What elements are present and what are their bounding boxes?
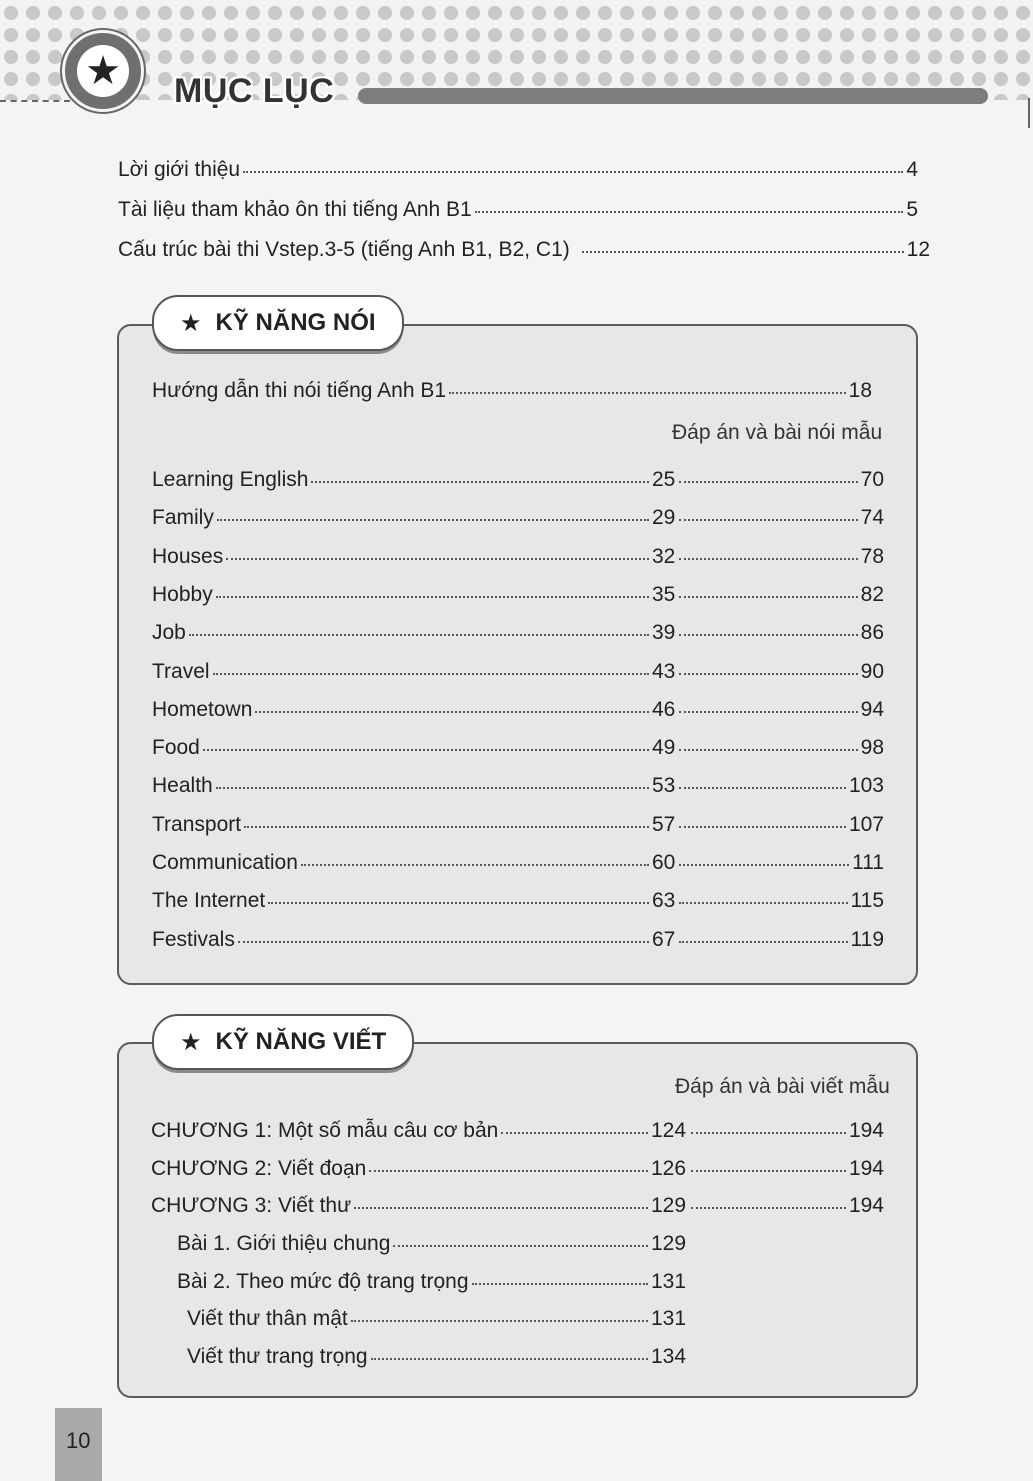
leader-dots (449, 392, 846, 394)
leader-dots (217, 519, 649, 521)
leader-dots (371, 1358, 648, 1360)
writing-heading-text: KỸ NĂNG VIẾT (215, 1028, 387, 1055)
toc-entry-answer-page: 70 (860, 468, 884, 491)
toc-entry-topic[interactable] (0, 467, 1033, 493)
toc-entry-subitem[interactable] (0, 1344, 1033, 1370)
toc-entry-chapter[interactable] (0, 1156, 1033, 1182)
leader-dots (691, 1170, 846, 1172)
toc-entry-label: Job (152, 621, 186, 645)
toc-entry-topic[interactable] (0, 697, 1033, 723)
toc-entry-page: 35 (652, 582, 676, 606)
leader-dots (475, 211, 904, 213)
toc-entry-page: 60 (652, 851, 676, 874)
toc-entry-topic[interactable] (0, 582, 1033, 608)
toc-entry-answer-page: 194 (848, 1194, 884, 1217)
toc-entry-page: 131 (651, 1307, 687, 1330)
leader-dots (679, 519, 858, 521)
leader-dots (226, 558, 649, 560)
speaking-heading-text: KỸ NĂNG NÓI (215, 309, 376, 336)
leader-dots (679, 864, 849, 866)
header-edge-line (1028, 98, 1030, 128)
toc-entry-subitem[interactable] (0, 1231, 1033, 1257)
toc-entry-speaking-guide[interactable] (152, 378, 872, 404)
toc-entry-page: 18 (848, 379, 872, 402)
toc-entry-label: Lời giới thiệu (118, 158, 241, 181)
writing-answer-header: Đáp án và bài viết mẫu (675, 1075, 890, 1098)
leader-dots (472, 1283, 649, 1285)
speaking-section-heading (152, 295, 404, 351)
toc-entry-page: 124 (651, 1119, 687, 1142)
star-icon: ★ (77, 45, 129, 97)
toc-entry-exam-structure[interactable] (118, 237, 930, 263)
toc-entry-topic[interactable] (0, 812, 1033, 838)
leader-dots (679, 673, 858, 675)
toc-entry-page: 63 (652, 889, 676, 913)
leader-dots (679, 826, 846, 828)
header-bar (358, 88, 988, 104)
leader-dots (238, 941, 649, 943)
toc-entry-answer-page: 103 (848, 774, 884, 798)
toc-entry-topic[interactable] (0, 620, 1033, 646)
toc-entry-page: 126 (651, 1156, 687, 1180)
toc-entry-answer-page: 86 (860, 621, 884, 645)
toc-entry-page: 67 (652, 927, 676, 951)
toc-entry-label: CHƯƠNG 3: Viết thư (151, 1194, 352, 1217)
toc-entry-topic[interactable] (0, 735, 1033, 761)
leader-dots (679, 749, 858, 751)
toc-entry-topic[interactable] (0, 659, 1033, 685)
toc-entry-answer-page: 194 (848, 1119, 884, 1142)
toc-entry-answer-page: 78 (860, 544, 884, 568)
leader-dots (691, 1132, 846, 1134)
toc-entry-page: 4 (906, 158, 918, 181)
toc-entry-answer-page: 90 (860, 659, 884, 683)
leader-dots (679, 481, 858, 483)
toc-entry-answer-page: 194 (848, 1156, 884, 1180)
toc-entry-page: 39 (652, 621, 676, 645)
leader-dots (679, 634, 858, 636)
leader-dots (679, 558, 858, 560)
leader-dots (301, 864, 649, 866)
toc-entry-topic[interactable] (0, 850, 1033, 876)
leader-dots (582, 251, 904, 253)
toc-entry-page: 49 (652, 736, 676, 760)
toc-entry-label: Viết thư trang trọng (187, 1344, 368, 1368)
toc-entry-topic[interactable] (0, 505, 1033, 531)
toc-entry-label: Communication (152, 851, 298, 874)
toc-entry-intro[interactable] (118, 157, 918, 183)
toc-entry-topic[interactable] (0, 888, 1033, 914)
toc-entry-label: Tài liệu tham khảo ôn thi tiếng Anh B1 (118, 198, 472, 221)
toc-entry-references[interactable] (118, 197, 918, 223)
toc-entry-page: 25 (652, 468, 676, 491)
leader-dots (268, 902, 649, 904)
leader-dots (679, 902, 848, 904)
toc-entry-label: CHƯƠNG 2: Viết đoạn (151, 1156, 367, 1180)
toc-entry-page: 43 (652, 659, 676, 683)
toc-entry-label: CHƯƠNG 1: Một số mẫu câu cơ bản (151, 1119, 499, 1142)
leader-dots (255, 711, 649, 713)
page-number: 10 (66, 1428, 91, 1453)
toc-entry-label: The Internet (152, 889, 266, 913)
toc-entry-page: 12 (906, 238, 930, 261)
toc-entry-page: 46 (652, 697, 676, 721)
toc-entry-answer-page: 74 (860, 506, 884, 530)
toc-entry-answer-page: 119 (850, 927, 884, 951)
writing-section-heading (152, 1014, 414, 1070)
toc-entry-page: 29 (652, 506, 676, 530)
toc-entry-answer-page: 82 (860, 582, 884, 606)
leader-dots (203, 749, 649, 751)
header-pattern (0, 0, 1033, 100)
toc-entry-subitem[interactable] (0, 1306, 1033, 1332)
toc-entry-page: 129 (651, 1194, 687, 1217)
leader-dots (311, 481, 649, 483)
toc-entry-label: Viết thư thân mật (187, 1307, 348, 1330)
toc-entry-chapter[interactable] (0, 1193, 1033, 1219)
toc-entry-page: 53 (652, 774, 676, 798)
leader-dots (351, 1320, 648, 1322)
leader-dots (243, 171, 903, 173)
leader-dots (244, 826, 649, 828)
toc-entry-answer-page: 107 (848, 812, 884, 836)
speaking-answer-header: Đáp án và bài nói mẫu (672, 421, 883, 444)
leader-dots (679, 941, 848, 943)
toc-entry-page: 134 (651, 1344, 687, 1368)
toc-entry-answer-page: 115 (850, 889, 884, 913)
leader-dots (189, 634, 649, 636)
leader-dots (679, 711, 858, 713)
leader-dots (501, 1132, 648, 1134)
toc-entry-label: Food (152, 736, 200, 760)
leader-dots (679, 596, 858, 598)
toc-entry-label: Family (152, 506, 214, 530)
toc-entry-label: Bài 2. Theo mức độ trang trọng (177, 1269, 469, 1293)
toc-entry-topic[interactable] (0, 544, 1033, 570)
toc-entry-page: 5 (906, 198, 918, 221)
toc-entry-label: Bài 1. Giới thiệu chung (177, 1232, 391, 1255)
toc-entry-page: 131 (651, 1269, 687, 1293)
title-badge (62, 30, 144, 112)
toc-entry-label: Transport (152, 812, 242, 836)
leader-dots (691, 1207, 846, 1209)
toc-entry-answer-page: 111 (852, 851, 884, 874)
toc-entry-label: Hobby (152, 582, 213, 606)
toc-entry-answer-page: 94 (860, 697, 884, 721)
leader-dots (354, 1207, 648, 1209)
toc-entry-label: Health (152, 774, 213, 798)
toc-entry-label: Festivals (152, 927, 235, 951)
leader-dots (216, 787, 649, 789)
toc-entry-page: 32 (652, 544, 676, 568)
toc-entry-chapter[interactable] (0, 1118, 1033, 1144)
page-title: MỤC LỤC (174, 72, 335, 110)
toc-entry-label: Hometown (152, 697, 253, 721)
toc-entry-label: Cấu trúc bài thi Vstep.3-5 (tiếng Anh B1, B2, C1) (118, 238, 570, 261)
toc-entry-topic[interactable] (0, 927, 1033, 953)
leader-dots (213, 673, 649, 675)
star-icon: ★ (180, 309, 202, 337)
toc-entry-label: Houses (152, 544, 224, 568)
toc-entry-page: 57 (652, 812, 676, 836)
leader-dots (393, 1245, 648, 1247)
toc-entry-page: 129 (651, 1232, 687, 1255)
leader-dots (216, 596, 649, 598)
toc-entry-label: Hướng dẫn thi nói tiếng Anh B1 (152, 379, 447, 402)
toc-entry-label: Travel (152, 659, 210, 683)
header-dashed-line (0, 100, 70, 102)
toc-entry-label: Learning English (152, 468, 309, 491)
leader-dots (369, 1170, 648, 1172)
star-icon: ★ (180, 1028, 202, 1056)
toc-entry-subitem[interactable] (0, 1269, 1033, 1295)
toc-entry-topic[interactable] (0, 773, 1033, 799)
leader-dots (679, 787, 846, 789)
toc-entry-answer-page: 98 (860, 736, 884, 760)
